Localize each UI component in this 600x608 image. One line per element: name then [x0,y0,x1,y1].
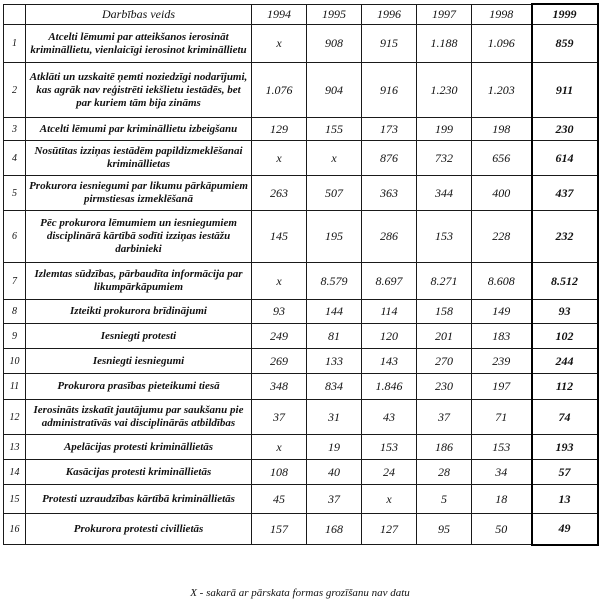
value-cell-1997: 344 [417,176,472,211]
value-cell-1998: 239 [472,349,532,374]
header-activity-type: Darbības veids [26,4,252,25]
value-cell-1994: 93 [252,300,307,324]
row-activity-description: Atcelti lēmumi par atteikšanos ierosināt krimināllietu, vienlaicīgi ierosinot krimināllietu [26,25,252,63]
header-year-1995: 1995 [307,4,362,25]
table-row [4,435,598,460]
value-cell-1998: 71 [472,400,532,435]
value-cell-1995: 195 [307,211,362,263]
table-row [4,300,598,324]
row-number: 12 [4,400,26,435]
value-cell-1999: 859 [532,25,598,63]
value-cell-1996: 876 [362,141,417,176]
row-activity-description: Pēc prokurora lēmumiem un iesniegumiem disciplinārā kārtībā sodīti izziņas iestāžu darbinieki [26,211,252,263]
row-number: 6 [4,211,26,263]
row-activity-description: Prokurora iesniegumi par likumu pārkāpumiem pirmstiesas izmeklēšanā [26,176,252,211]
value-cell-1996: 363 [362,176,417,211]
value-cell-1997: 732 [417,141,472,176]
value-cell-1995: 144 [307,300,362,324]
table-row [4,485,598,514]
row-number: 15 [4,485,26,514]
value-cell-1999: 232 [532,211,598,263]
row-number: 9 [4,324,26,349]
value-cell-1998: 183 [472,324,532,349]
value-cell-1996: 43 [362,400,417,435]
footnote: X - sakarā ar pārskata formas grozīšanu nav datu [190,587,410,599]
value-cell-1996: 24 [362,460,417,485]
row-number: 16 [4,514,26,545]
value-cell-1998: 149 [472,300,532,324]
statistics-table [3,3,599,546]
row-activity-description: Kasācijas protesti krimināllietās [26,460,252,485]
value-cell-1994: 1.076 [252,63,307,118]
header-year-1996: 1996 [362,4,417,25]
value-cell-1997: 8.271 [417,263,472,300]
value-cell-1994: 37 [252,400,307,435]
table-row [4,118,598,141]
header-year-1994: 1994 [252,4,307,25]
value-cell-1997: 95 [417,514,472,545]
value-cell-1994: 145 [252,211,307,263]
value-cell-1998: 50 [472,514,532,545]
row-number: 11 [4,374,26,400]
value-cell-1995: x [307,141,362,176]
row-number: 5 [4,176,26,211]
row-number: 14 [4,460,26,485]
table-row [4,263,598,300]
value-cell-1995: 37 [307,485,362,514]
value-cell-1998: 153 [472,435,532,460]
value-cell-1994: 269 [252,349,307,374]
table-row [4,176,598,211]
value-cell-1995: 834 [307,374,362,400]
table-row [4,63,598,118]
value-cell-1997: 28 [417,460,472,485]
value-cell-1995: 31 [307,400,362,435]
table-row [4,25,598,63]
row-activity-description: Izteikti prokurora brīdinājumi [26,300,252,324]
value-cell-1999: 614 [532,141,598,176]
value-cell-1996: 8.697 [362,263,417,300]
value-cell-1994: x [252,263,307,300]
value-cell-1998: 8.608 [472,263,532,300]
row-activity-description: Atklāti un uzskaitē ņemti noziedzīgi nodarījumi, kas agrāk nav reģistrēti iekšlietu iestādēs, bet par kuriem tām bija zināms [26,63,252,118]
value-cell-1996: 127 [362,514,417,545]
value-cell-1996: 153 [362,435,417,460]
value-cell-1995: 133 [307,349,362,374]
table-row [4,211,598,263]
value-cell-1994: x [252,435,307,460]
value-cell-1994: 249 [252,324,307,349]
value-cell-1996: 915 [362,25,417,63]
value-cell-1999: 244 [532,349,598,374]
row-number: 3 [4,118,26,141]
header-year-1998: 1998 [472,4,532,25]
header-year-1997: 1997 [417,4,472,25]
value-cell-1994: x [252,25,307,63]
value-cell-1998: 1.203 [472,63,532,118]
value-cell-1995: 40 [307,460,362,485]
value-cell-1997: 201 [417,324,472,349]
value-cell-1999: 8.512 [532,263,598,300]
value-cell-1996: 114 [362,300,417,324]
value-cell-1999: 230 [532,118,598,141]
value-cell-1999: 102 [532,324,598,349]
table-row [4,349,598,374]
value-cell-1995: 908 [307,25,362,63]
row-number: 7 [4,263,26,300]
value-cell-1997: 153 [417,211,472,263]
row-number: 1 [4,25,26,63]
table-body [4,25,598,545]
value-cell-1995: 8.579 [307,263,362,300]
value-cell-1997: 37 [417,400,472,435]
value-cell-1995: 19 [307,435,362,460]
value-cell-1996: 143 [362,349,417,374]
row-activity-description: Prokurora prasības pieteikumi tiesā [26,374,252,400]
table-row [4,141,598,176]
value-cell-1994: 129 [252,118,307,141]
value-cell-1995: 904 [307,63,362,118]
value-cell-1999: 193 [532,435,598,460]
value-cell-1996: 1.846 [362,374,417,400]
value-cell-1998: 198 [472,118,532,141]
table-row [4,460,598,485]
value-cell-1994: 348 [252,374,307,400]
row-activity-description: Iesniegti iesniegumi [26,349,252,374]
table-row [4,374,598,400]
value-cell-1994: x [252,141,307,176]
value-cell-1997: 158 [417,300,472,324]
row-number: 13 [4,435,26,460]
value-cell-1995: 81 [307,324,362,349]
value-cell-1999: 93 [532,300,598,324]
value-cell-1995: 507 [307,176,362,211]
value-cell-1998: 228 [472,211,532,263]
table-row [4,324,598,349]
table-row [4,400,598,435]
value-cell-1998: 34 [472,460,532,485]
value-cell-1997: 270 [417,349,472,374]
value-cell-1998: 197 [472,374,532,400]
value-cell-1994: 45 [252,485,307,514]
value-cell-1999: 911 [532,63,598,118]
value-cell-1995: 155 [307,118,362,141]
row-number: 8 [4,300,26,324]
header-number [4,4,26,25]
value-cell-1997: 5 [417,485,472,514]
value-cell-1996: 120 [362,324,417,349]
value-cell-1997: 1.188 [417,25,472,63]
value-cell-1996: x [362,485,417,514]
row-number: 4 [4,141,26,176]
value-cell-1997: 199 [417,118,472,141]
value-cell-1997: 186 [417,435,472,460]
table-row [4,514,598,545]
value-cell-1999: 13 [532,485,598,514]
value-cell-1998: 400 [472,176,532,211]
value-cell-1997: 230 [417,374,472,400]
value-cell-1998: 18 [472,485,532,514]
header-year-1999: 1999 [532,4,598,25]
value-cell-1994: 263 [252,176,307,211]
row-activity-description: Atcelti lēmumi par krimināllietu izbeigšanu [26,118,252,141]
row-number: 10 [4,349,26,374]
value-cell-1999: 57 [532,460,598,485]
row-activity-description: Apelācijas protesti krimināllietās [26,435,252,460]
value-cell-1997: 1.230 [417,63,472,118]
row-activity-description: Protesti uzraudzības kārtībā krimināllietās [26,485,252,514]
row-activity-description: Ierosināts izskatīt jautājumu par saukšanu pie administratīvās vai disciplinārās atbildības [26,400,252,435]
value-cell-1999: 112 [532,374,598,400]
value-cell-1994: 157 [252,514,307,545]
row-number: 2 [4,63,26,118]
value-cell-1999: 437 [532,176,598,211]
value-cell-1998: 656 [472,141,532,176]
value-cell-1999: 49 [532,514,598,545]
value-cell-1996: 916 [362,63,417,118]
value-cell-1994: 108 [252,460,307,485]
row-activity-description: Prokurora protesti civillietās [26,514,252,545]
row-activity-description: Izlemtas sūdzības, pārbaudīta informācija par likumpārkāpumiem [26,263,252,300]
row-activity-description: Iesniegti protesti [26,324,252,349]
value-cell-1996: 286 [362,211,417,263]
row-activity-description: Nosūtītas izziņas iestādēm papildizmeklēšanai krimināllietas [26,141,252,176]
table-header-row [4,4,598,25]
value-cell-1998: 1.096 [472,25,532,63]
value-cell-1999: 74 [532,400,598,435]
value-cell-1996: 173 [362,118,417,141]
value-cell-1995: 168 [307,514,362,545]
